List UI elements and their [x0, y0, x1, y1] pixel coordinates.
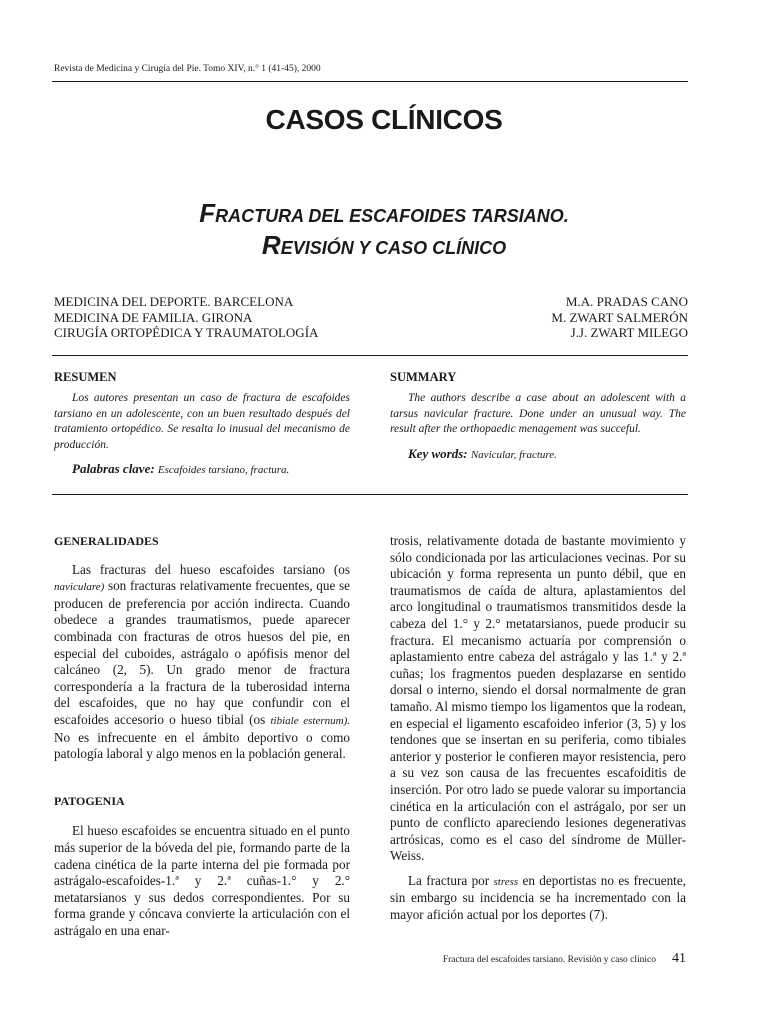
author-1: M.A. PRADAS CANO — [565, 294, 688, 309]
patogenia-heading: PATOGENIA — [54, 793, 125, 808]
author-3: J.J. ZWART MILEGO — [570, 325, 688, 341]
generalidades-heading: GENERALIDADES — [54, 534, 159, 548]
generalidades-paragraph — [54, 562, 350, 763]
footer-running-title: Fractura del escafoides tarsiano. Revisión y caso clínico — [442, 955, 656, 965]
summary-keywords — [390, 446, 686, 462]
running-head: Revista de Medicina y Cirugía del Pie. Tomo XIV, n.° 1 (41-45), 2000 — [54, 64, 321, 74]
resumen-heading: RESUMEN — [54, 370, 117, 384]
stress-em: stress — [493, 875, 519, 888]
article-title-line2 — [0, 230, 768, 261]
stress-text-a: La fractura por — [408, 872, 494, 888]
generalidades-em-naviculare: naviculare) — [54, 581, 105, 594]
title-line2-rest: EVISIÓN Y CASO CLÍNICO — [280, 238, 507, 258]
right-paragraph-1: trosis, relativamente dotada de bastante movimiento y sólo condicionada por las articulaciones vecinas. Por su ubicación y forma representa un punto débil, que en traumatismos de caída de altura, aplastamientos del arco longitudinal o traumatismos transmitidos desde la cabeza del 1.° y 2.° metatarsianos, puede producir su fractura. El mecanismo actuaría por comprensión o aplastamiento entre cabeza del astrágalo y las 1.ª y 2.ª cuñas; los fragmentos pueden desplazarse en sentido dorsal o interno, siendo el dorsal normalmente de gran tamaño. Al mismo tiempo los ligamentos que la rodean, en especial el ligamento escafoideo inferior (3, 5) y los tendones que se insertan en su periferia, como tibiales anterior y posterior le confieren mayor resistencia, pero a su vez son causa de las frecuentes escafoiditis de inserción. Por otro lado se puede valorar su importancia cinética en la articulación con el astrágalo, por ser un punto de conflicto apareciendo lesiones degenerativas artrósicas, como es el caso del síndrome de Müller-Weiss. — [390, 533, 686, 864]
summary-keywords-value: Navicular, fracture. — [470, 448, 557, 461]
header-rule — [52, 81, 688, 82]
page-number: 41 — [672, 951, 686, 966]
resumen-keywords — [54, 461, 350, 477]
summary-heading: SUMMARY — [390, 370, 457, 384]
author-2: M. ZWART SALMERÓN — [551, 309, 688, 325]
title-line1-cap: F — [199, 198, 216, 228]
resumen-keywords-label: Palabras clave: — [72, 461, 155, 477]
generalidades-text-c: No es infrecuente en el ámbito deportivo o como patología laboral y algo menos en la población general. — [54, 729, 350, 762]
affiliation-3: CIRUGÍA ORTOPÉDICA Y TRAUMATOLOGÍA — [54, 325, 319, 341]
resumen-keywords-value: Escafoides tarsiano, fractura. — [157, 464, 290, 477]
right-column — [390, 533, 686, 924]
title-line2-cap: R — [261, 230, 281, 260]
generalidades-text-a: Las fracturas del hueso escafoides tarsiano (os — [72, 561, 350, 577]
left-column — [54, 533, 350, 939]
resumen-text: Los autores presentan un caso de fractura de escafoides tarsiano en un adolescente, con un buen resultado después del tratamiento ortopédico. Se resalta lo inusual del mecanismo de producción. — [54, 392, 350, 451]
abstract-bottom-rule — [52, 494, 688, 495]
affiliation-1: MEDICINA DEL DEPORTE. BARCELONA — [54, 294, 294, 309]
abstract-top-rule — [52, 355, 688, 356]
generalidades-text-b: son fracturas relativamente frecuentes, que se producen de preferencia por acción indirecta. Cuando obedece a grandes traumatismos, puede aparecer combinada con fracturas de otros huesos del pie, en especial del cuboides, astrágalo o apófisis menor del calcáneo (2, 5). Un grado menor de fractura correspondería a la fractura de la tuberosidad interna del escafoides, que no hay que confundir con el escafoides accesorio o hueso tibial (os — [54, 578, 350, 727]
summary-keywords-label: Key words: — [408, 445, 468, 461]
right-paragraph-2 — [390, 873, 686, 924]
section-heading: CASOS CLÍNICOS — [265, 104, 503, 135]
affiliations — [54, 294, 318, 341]
authors — [551, 294, 688, 341]
generalidades-em-tibiale: tibiale esternum). — [270, 714, 350, 727]
stress-text-b: en deportistas no es frecuente, sin embargo su incidencia se ha incrementado con la mayor afición actual por los deportes (7). — [390, 872, 686, 923]
resumen-block — [54, 370, 350, 477]
summary-text: The authors describe a case about an adolescent with a tarsus navicular fracture. Done under an unusual way. The result after the orthopaedic menagement was succeful. — [390, 392, 686, 436]
title-line1-rest: RACTURA DEL ESCAFOIDES TARSIANO. — [215, 206, 569, 226]
article-title — [0, 198, 768, 229]
summary-block — [390, 370, 686, 462]
patogenia-paragraph: El hueso escafoides se encuentra situado en el punto más superior de la bóveda del pie, formando parte de la cadena cinética de la parte interna del pie formada por astrágalo-escafoides-1.ª y 2.ª cuñas-1.° y 2.° metatarsianos y sus dedos correspondientes. Por su forma grande y cóncava convierte la articulación con el astrágalo en una enar- — [54, 823, 350, 938]
affiliation-2: MEDICINA DE FAMILIA. GIRONA — [54, 309, 253, 325]
